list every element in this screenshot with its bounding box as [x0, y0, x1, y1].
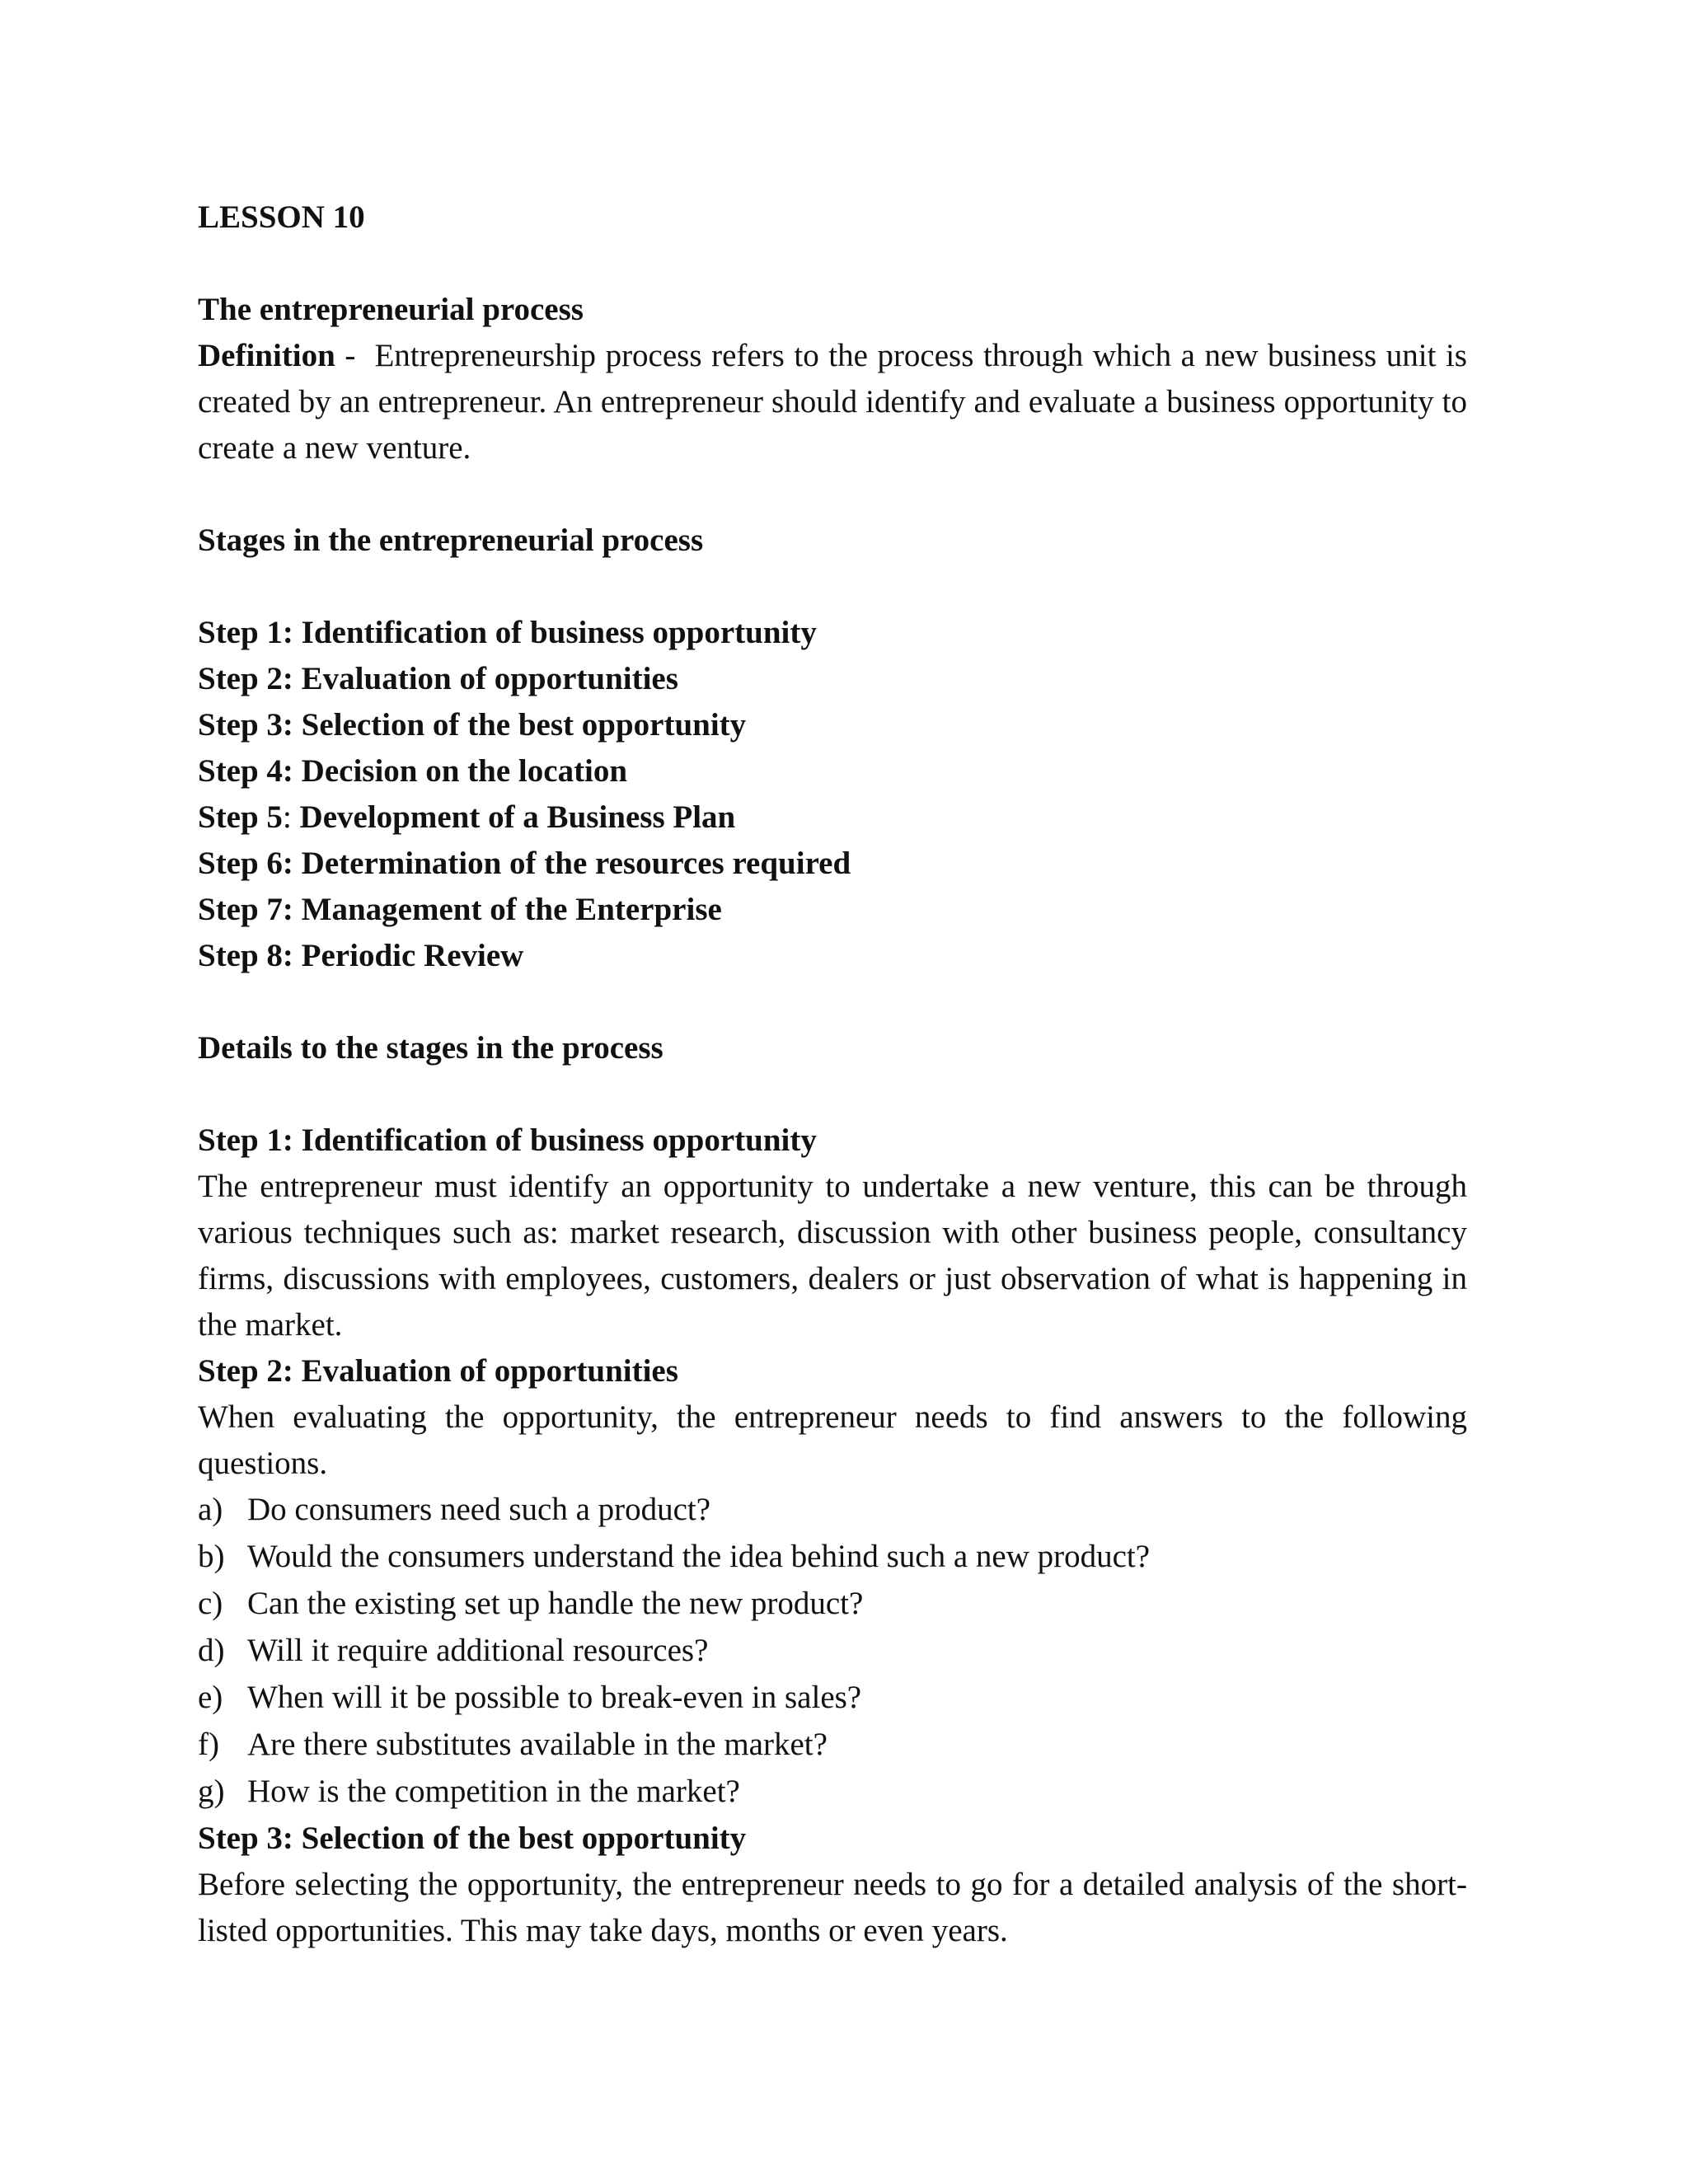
step-item: [198, 887, 1467, 933]
step-item: [198, 656, 1467, 702]
step1-title: Step 1: Identification of business opportunity: [198, 1122, 817, 1158]
details-heading: Details to the stages in the process: [198, 1030, 663, 1066]
list-marker: d): [198, 1633, 225, 1668]
questions-list: [198, 1487, 1467, 1816]
step-number: Step 4:: [198, 753, 293, 789]
list-item: [198, 1534, 1467, 1581]
step3-title: Step 3: Selection of the best opportunity: [198, 1821, 747, 1856]
spacer: [198, 979, 1467, 1025]
list-marker: g): [198, 1774, 225, 1809]
step-number: Step 2:: [198, 661, 293, 696]
question-text: Do consumers need such a product?: [247, 1492, 711, 1527]
step-title: Management of the Enterprise: [293, 892, 722, 927]
step-item: [198, 794, 1467, 841]
step-title: Development of a Business Plan: [291, 799, 736, 835]
step-number: Step 1:: [198, 615, 293, 650]
question-text: Are there substitutes available in the market?: [247, 1727, 828, 1762]
step-number: Step 3:: [198, 707, 293, 743]
spacer: [198, 241, 1467, 287]
list-marker: e): [198, 1680, 223, 1715]
spacer: [198, 1071, 1467, 1118]
step-number: Step 6:: [198, 846, 293, 881]
step-item: [198, 702, 1467, 748]
definition-text: Entrepreneurship process refers to the process through which a new business unit is created by an entrepreneur. An entrepreneur should identify and evaluate a business opportunity to create a new venture.: [198, 338, 1467, 466]
step-title: Selection of the best opportunity: [293, 707, 747, 743]
stages-heading: Stages in the entrepreneurial process: [198, 523, 704, 558]
step-number: Step 7:: [198, 892, 293, 927]
list-item: [198, 1675, 1467, 1722]
step1-body: The entrepreneur must identify an opportunity to undertake a new venture, this can be through various techniques such as: market research, discussion with other business people, consultancy firms, discussions with employees, customers, dealers or just observation of what is happening in the market.: [198, 1169, 1467, 1343]
step-item: [198, 748, 1467, 794]
question-text: When will it be possible to break-even in sales?: [247, 1680, 862, 1715]
list-marker: b): [198, 1539, 225, 1574]
steps-list: [198, 610, 1467, 979]
step-title: Evaluation of opportunities: [293, 661, 678, 696]
list-marker: f): [198, 1727, 219, 1762]
step-number: Step 5: [198, 799, 283, 835]
step-title: Determination of the resources required: [293, 846, 851, 881]
step-item: [198, 933, 1467, 979]
spacer: [198, 471, 1467, 518]
question-text: Would the consumers understand the idea behind such a new product?: [247, 1539, 1151, 1574]
list-marker: a): [198, 1492, 223, 1527]
step-title: Periodic Review: [293, 938, 524, 973]
step-colon: :: [282, 799, 292, 835]
step3-body: Before selecting the opportunity, the entrepreneur needs to go for a detailed analysis of the short-listed opportunities. This may take days, months or even years.: [198, 1867, 1467, 1948]
step-title: Decision on the location: [293, 753, 628, 789]
list-item: [198, 1581, 1467, 1628]
step-title: Identification of business opportunity: [293, 615, 817, 650]
definition-label: Definition: [198, 338, 335, 373]
question-text: Can the existing set up handle the new product?: [247, 1586, 864, 1621]
step2-body: When evaluating the opportunity, the entrepreneur needs to find answers to the following questions.: [198, 1399, 1467, 1481]
lesson-title: LESSON 10: [198, 199, 365, 235]
list-marker: c): [198, 1586, 223, 1621]
step-item: [198, 841, 1467, 887]
step2-title: Step 2: Evaluation of opportunities: [198, 1353, 678, 1389]
document-page: [198, 194, 1467, 1954]
question-text: Will it require additional resources?: [247, 1633, 709, 1668]
section-title: The entrepreneurial process: [198, 292, 584, 327]
list-item: [198, 1628, 1467, 1675]
question-text: How is the competition in the market?: [247, 1774, 740, 1809]
spacer: [198, 564, 1467, 610]
list-item: [198, 1722, 1467, 1769]
definition-dash: -: [335, 338, 375, 373]
step-item: [198, 610, 1467, 656]
list-item: [198, 1487, 1467, 1534]
definition-paragraph: [198, 333, 1467, 471]
list-item: [198, 1769, 1467, 1816]
step-number: Step 8:: [198, 938, 293, 973]
